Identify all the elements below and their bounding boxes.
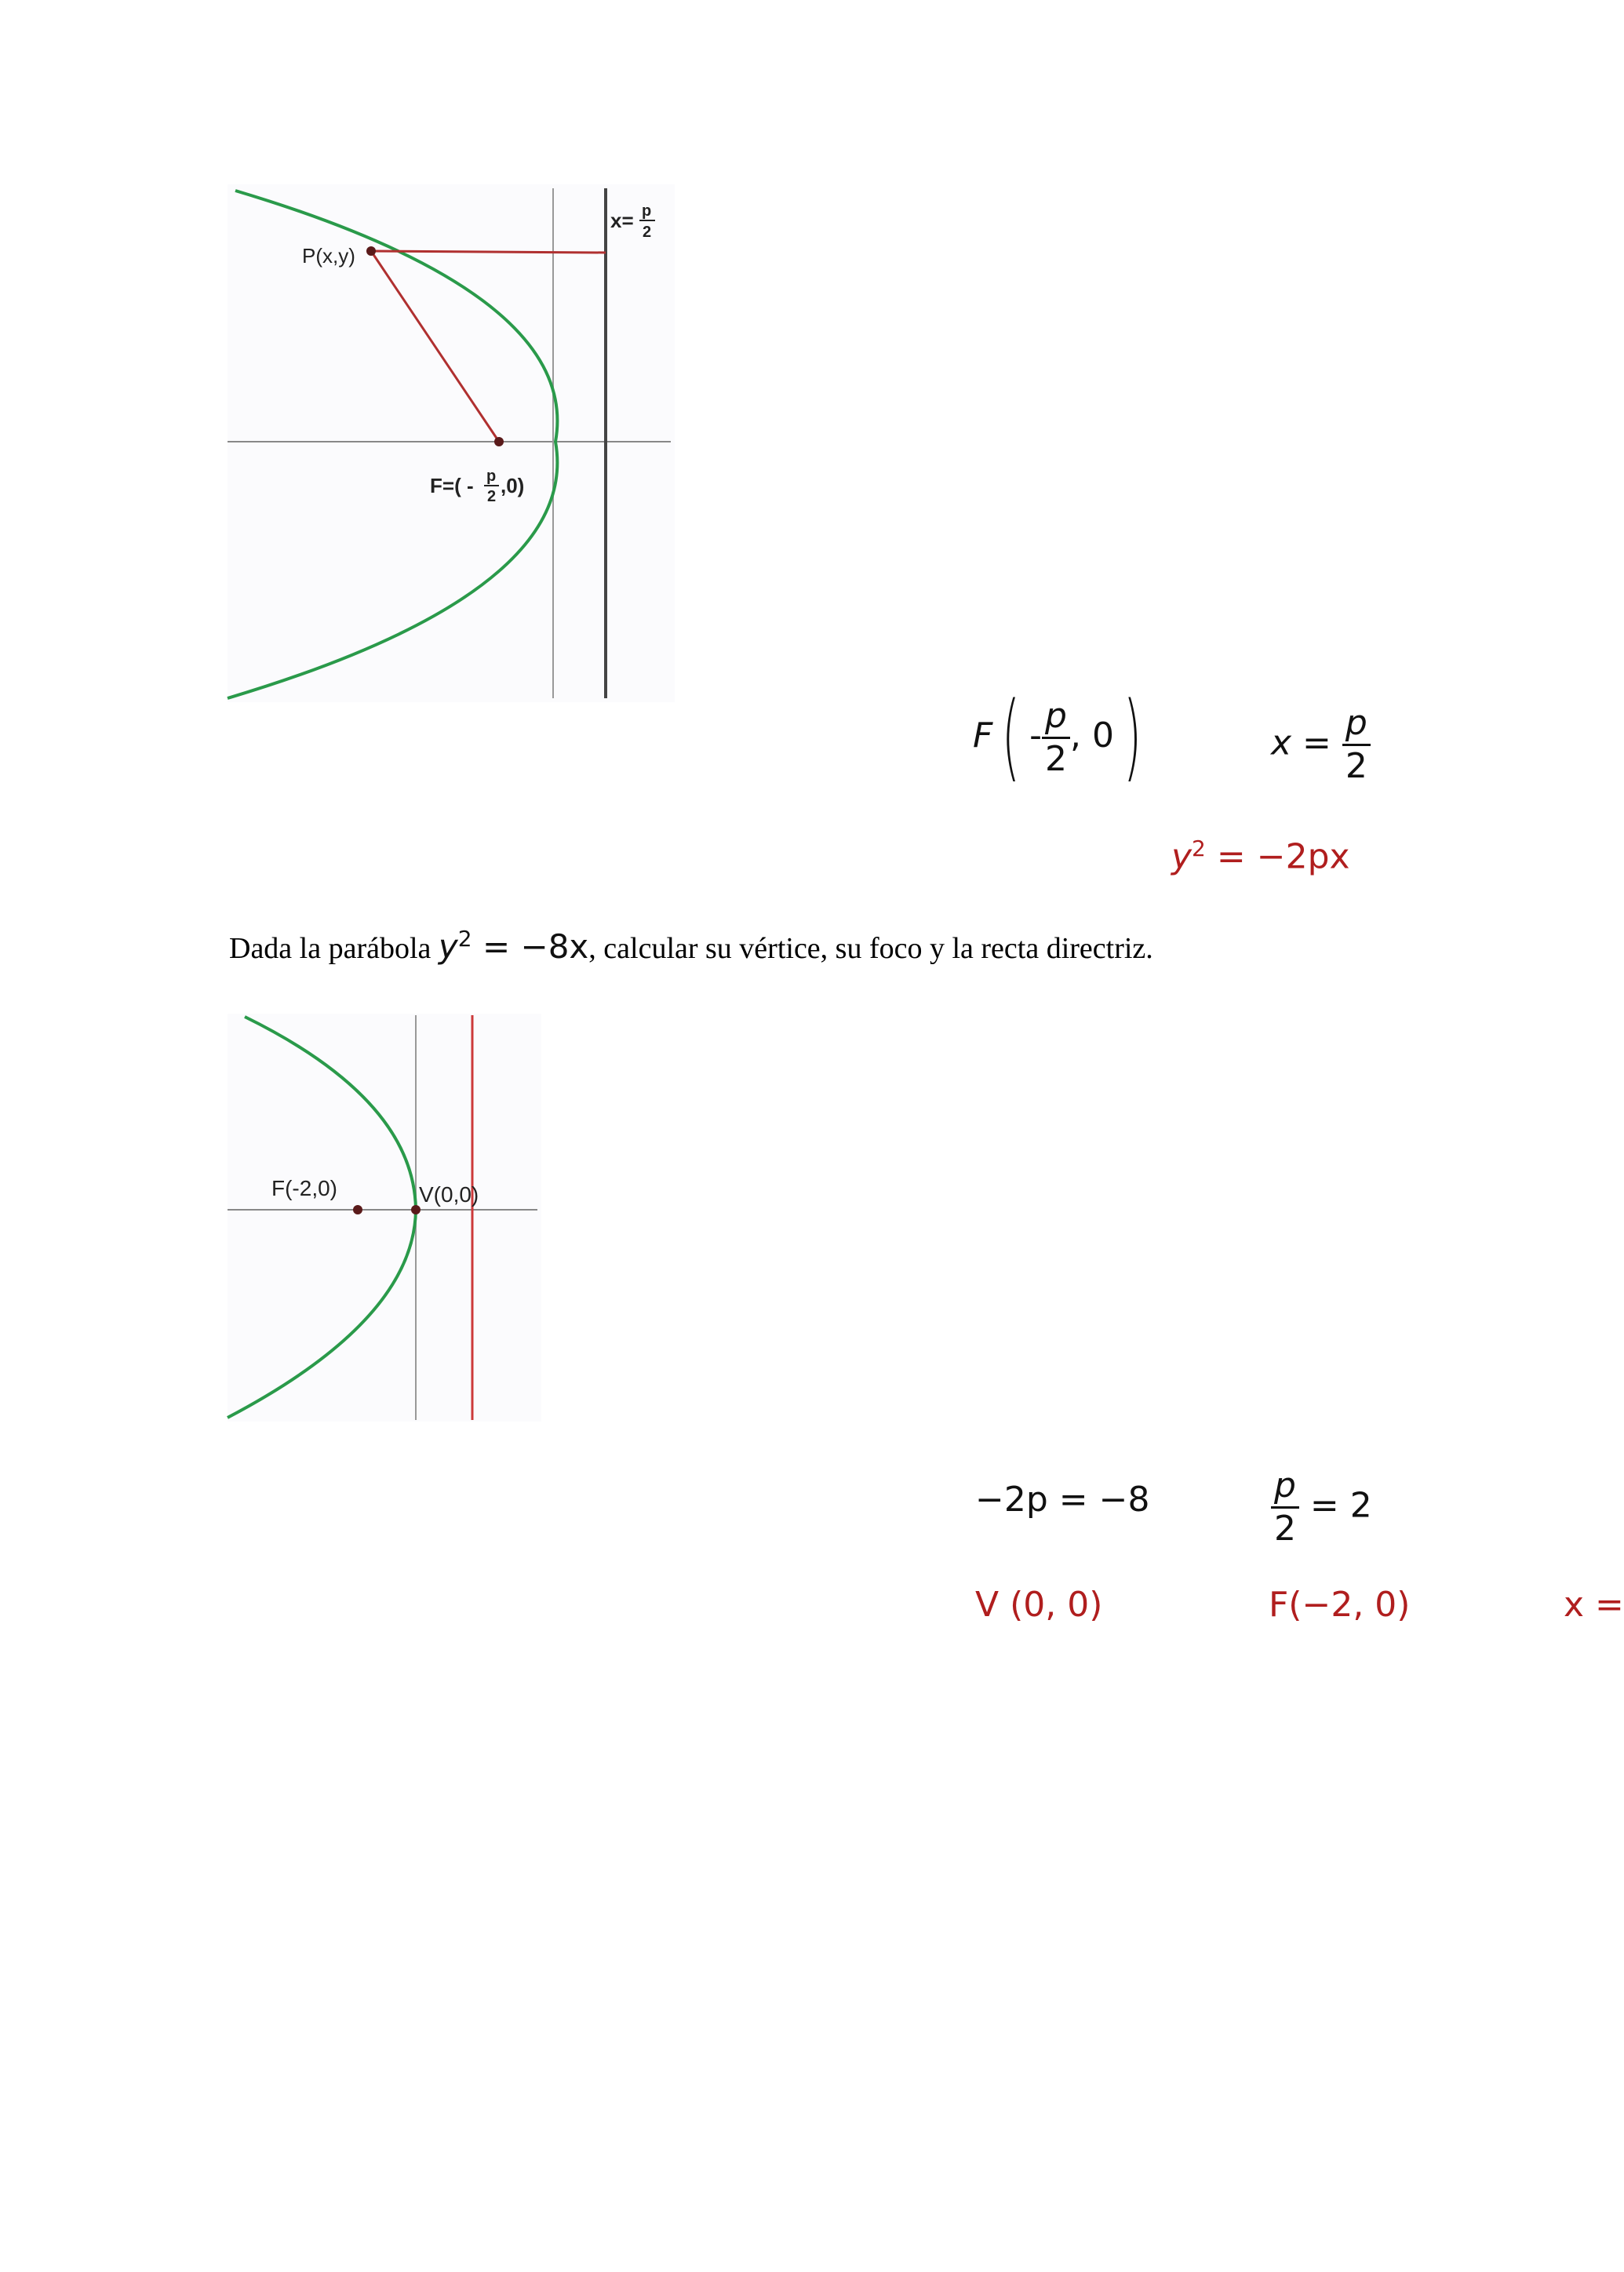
- segment-P-directrix: [371, 251, 606, 253]
- problem-equation: $y^2 = -8x$: [438, 926, 589, 966]
- directrix-label-num: p: [642, 202, 652, 220]
- solution-step2: $\frac{p}{2}$ = 2: [1271, 1469, 1372, 1546]
- focus-formula: F( - $\frac{p}{2}$ , 0): [973, 683, 1142, 792]
- directrix-formula: x = $\frac{p}{2}$: [1271, 706, 1371, 784]
- figure-parabola-definition: [228, 184, 675, 702]
- point-focus: [353, 1205, 362, 1214]
- focus-label-den: 2: [487, 488, 497, 505]
- vertex-label: V(0,0): [419, 1182, 479, 1207]
- directrix-label-den: 2: [643, 224, 652, 241]
- focus-label: F(-2,0): [271, 1176, 337, 1200]
- figure-parabola-example: [228, 1014, 541, 1422]
- focus-label-pre: F=( -: [430, 474, 474, 497]
- parabola-equation: $y^2 = -2px$: [1171, 836, 1350, 877]
- focus-label-post: ,0): [501, 474, 525, 497]
- point-P-label: P(x,y): [302, 244, 355, 268]
- solution-step1: −2p = −8: [975, 1480, 1150, 1520]
- point-P: [366, 246, 376, 256]
- answer-focus: F(−2, 0): [1269, 1585, 1411, 1625]
- answer-vertex: V (0, 0): [975, 1585, 1103, 1625]
- answer-directrix: x =: [1564, 1585, 1624, 1625]
- problem-statement: Dada la parábola $y^2 = -8x$, calcular su vértice, su foco y la recta directriz.: [229, 926, 1153, 966]
- directrix-label-x: x=: [610, 209, 634, 232]
- point-F: [494, 437, 504, 446]
- focus-label-num: p: [486, 468, 497, 485]
